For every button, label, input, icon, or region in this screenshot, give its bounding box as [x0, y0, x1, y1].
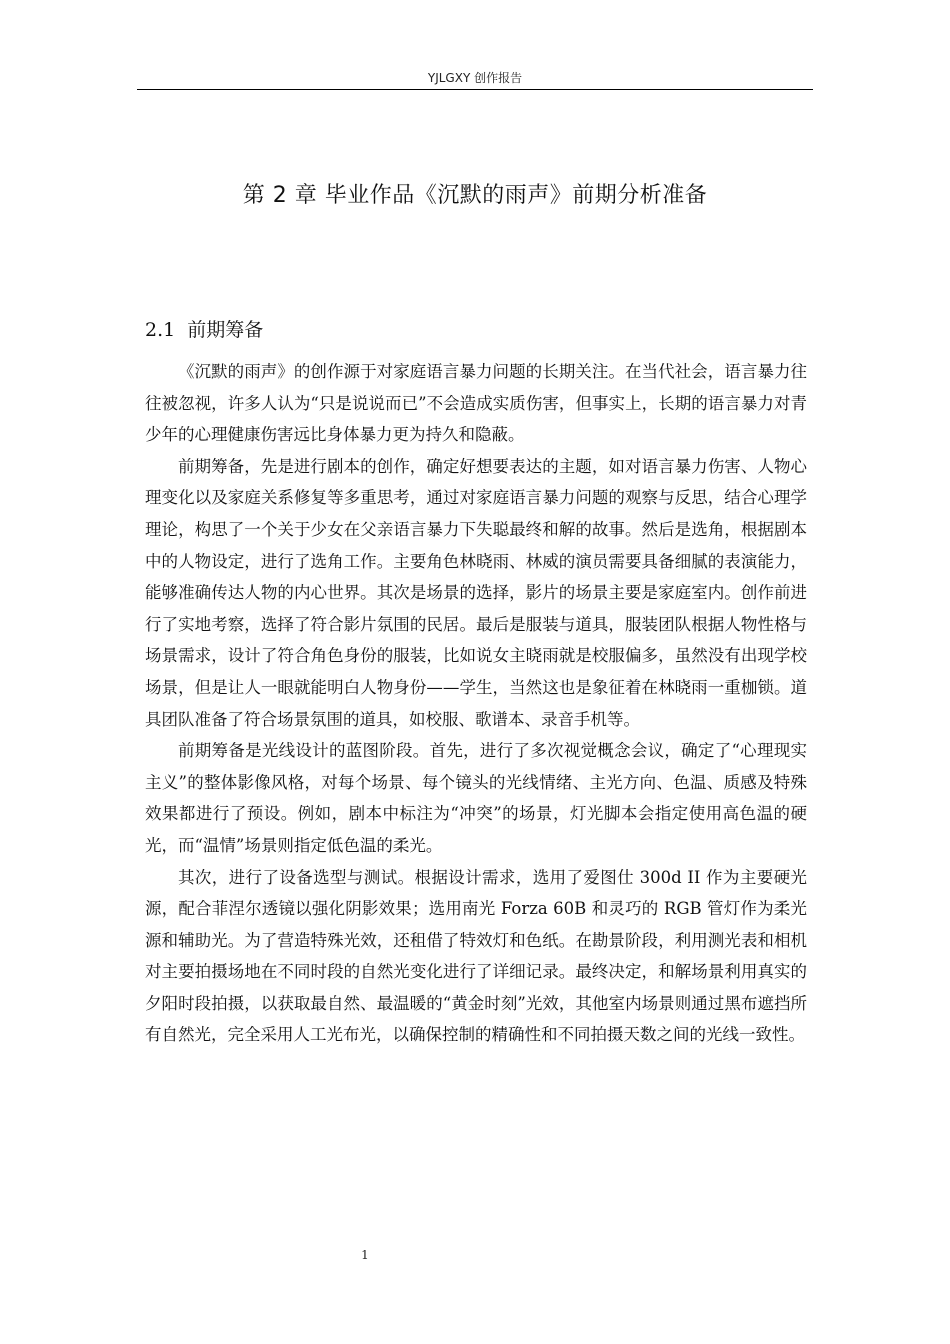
body-text — [145, 356, 807, 1051]
section-heading — [145, 316, 263, 344]
section-number: 2.1 — [145, 319, 176, 341]
paragraph-4: 其次，进行了设备选型与测试。根据设计需求，选用了爱图仕 300d II 作为主要硬光源，配合菲涅尔透镜以强化阴影效果；选用南光 Forza 60B 和灵巧的 RGB 管灯作为柔光源和辅助光。为了营造特殊光效，还租借了特效灯和色纸。在勘景阶段，利用测光表和相机对主要拍摄场地在不同时段的自然光变化进行了详细记录。最终决定，和解场景利用真实的夕阳时段拍摄，以获取最自然、最温暖的“黄金时刻”光效，其他室内场景则通过黑布遮挡所有自然光，完全采用人工光布光，以确保控制的精确性和不同拍摄天数之间的光线一致性。 — [145, 867, 807, 1045]
paragraph-2: 前期筹备，先是进行剧本的创作，确定好想要表达的主题，如对语言暴力伤害、人物心理变化以及家庭关系修复等多重思考，通过对家庭语言暴力问题的观察与反思，结合心理学理论，构思了一个关于少女在父亲语言暴力下失聪最终和解的故事。然后是选角，根据剧本中的人物设定，进行了选角工作。主要角色林晓雨、林威的演员需要具备细腻的表演能力，能够准确传达人物的内心世界。其次是场景的选择，影片的场景主要是家庭室内。创作前进行了实地考察，选择了符合影片氛围的民居。最后是服装与道具，服装团队根据人物性格与场景需求，设计了符合角色身份的服装，比如说女主晓雨就是校服偏多，虽然没有出现学校场景，但是让人一眼就能明白人物身份——学生，当然这也是象征着在林晓雨一重枷锁。道具团队准备了符合场景氛围的道具，如校服、歌谱本、录音手机等。 — [145, 456, 807, 729]
header-divider — [137, 89, 813, 90]
chapter-title: 第 2 章 毕业作品《沉默的雨声》前期分析准备 — [242, 183, 708, 208]
paragraph-1: 《沉默的雨声》的创作源于对家庭语言暴力问题的长期关注。在当代社会，语言暴力往往被忽视，许多人认为“只是说说而已”不会造成实质伤害，但事实上，长期的语言暴力对青少年的心理健康伤害远比身体暴力更为持久和隐蔽。 — [145, 362, 807, 445]
section-title: 前期筹备 — [187, 319, 264, 341]
page-number: 1 — [361, 1248, 369, 1262]
paragraph-3: 前期筹备是光线设计的蓝图阶段。首先，进行了多次视觉概念会议，确定了“心理现实主义”的整体影像风格，对每个场景、每个镜头的光线情绪、主光方向、色温、质感及特殊效果都进行了预设。例如，剧本中标注为“冲突”的场景，灯光脚本会指定使用高色温的硬光，而“温情”场景则指定低色温的柔光。 — [145, 741, 807, 855]
running-header: YJLGXY 创作报告 — [427, 71, 523, 85]
